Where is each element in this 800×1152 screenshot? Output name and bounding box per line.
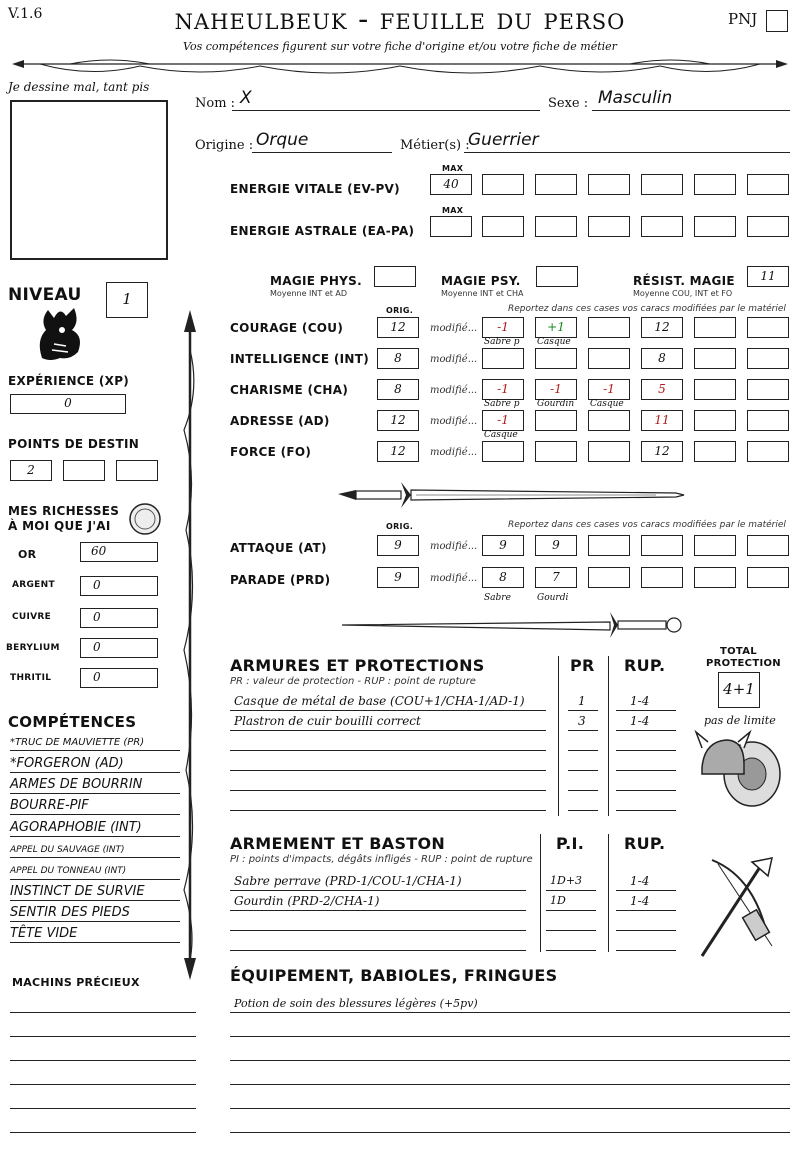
attribute-mod-box[interactable]: -1 xyxy=(482,317,524,338)
equipment-line xyxy=(230,1108,790,1109)
weapons-pi-header: P.I. xyxy=(556,834,585,853)
attribute-orig-box[interactable]: 12 xyxy=(377,317,419,338)
staff-icon xyxy=(178,310,202,980)
ea-box-6[interactable] xyxy=(694,216,736,237)
portrait-caption: Je dessine mal, tant pis xyxy=(8,80,150,94)
attribute-mod-box[interactable] xyxy=(747,410,789,431)
resist-magie-label: RÉSIST. MAGIE xyxy=(633,274,735,288)
equipment-line xyxy=(230,1132,790,1133)
attribute-label: CHARISME (CHA) xyxy=(230,383,349,397)
berylium-box[interactable]: 0 xyxy=(80,638,158,658)
ev-max-label: MAX xyxy=(442,164,464,173)
attribute-mod-box[interactable]: 5 xyxy=(641,379,683,400)
thritil-label: THRITIL xyxy=(10,673,52,683)
equipment-line xyxy=(230,1060,790,1061)
armor-row-name[interactable]: Casque de métal de base (COU+1/CHA-1/AD-1) xyxy=(234,694,525,708)
combat-orig-box[interactable]: 9 xyxy=(377,535,419,556)
total-protection-label-2: PROTECTION xyxy=(706,658,781,669)
modifie-label: modifié... xyxy=(430,447,478,458)
no-limit-label: pas de limite xyxy=(704,714,776,727)
magie-phys-label: MAGIE PHYS. xyxy=(270,274,362,288)
attribute-mod-box[interactable] xyxy=(535,348,577,369)
attribute-label: ADRESSE (AD) xyxy=(230,414,330,428)
metier-value[interactable]: Guerrier xyxy=(468,130,539,150)
ev-box-6[interactable] xyxy=(694,174,736,195)
ev-box-5[interactable] xyxy=(641,174,683,195)
armor-row-pr[interactable]: 3 xyxy=(578,714,586,728)
combat-mod-box[interactable] xyxy=(747,535,789,556)
modifie-label: modifié... xyxy=(430,416,478,427)
combat-mod-box[interactable] xyxy=(694,535,736,556)
attribute-mod-box[interactable]: -1 xyxy=(535,379,577,400)
attribute-mod-box[interactable] xyxy=(694,441,736,462)
pnj-checkbox[interactable] xyxy=(766,10,788,32)
page-subtitle: Vos compétences figurent sur votre fiche d'origine et/ou votre fiche de métier xyxy=(183,40,617,53)
armor-row-name[interactable]: Plastron de cuir bouilli correct xyxy=(234,714,421,728)
combat-report-note: Reportez dans ces cases vos caracs modifiées par le matériel xyxy=(508,520,786,530)
sword-icon xyxy=(340,608,684,642)
combat-orig-box[interactable]: 9 xyxy=(377,567,419,588)
metier-label: Métier(s) : xyxy=(400,138,470,153)
attribute-mod-box[interactable]: 11 xyxy=(641,410,683,431)
weapon-row-line xyxy=(230,910,526,911)
sexe-label: Sexe : xyxy=(548,96,589,111)
resist-magie-box[interactable]: 11 xyxy=(747,266,789,287)
armor-rup-line xyxy=(616,750,676,751)
berylium-label: BERYLIUM xyxy=(6,643,60,653)
attribute-mod-box[interactable] xyxy=(694,410,736,431)
orig-label: ORIG. xyxy=(386,306,414,315)
destin-box-3[interactable] xyxy=(116,460,158,481)
armor-pr-line xyxy=(568,770,598,771)
weapon-rup-line xyxy=(616,890,676,891)
origine-label: Origine : xyxy=(195,138,254,153)
combat-mod-box[interactable]: 9 xyxy=(482,535,524,556)
attribute-label: COURAGE (COU) xyxy=(230,321,344,335)
ev-max-box[interactable]: 40 xyxy=(430,174,472,195)
armor-title: ARMURES ET PROTECTIONS xyxy=(230,656,485,675)
attribute-label: INTELLIGENCE (INT) xyxy=(230,352,369,366)
total-protection-label-1: TOTAL xyxy=(720,646,757,657)
attribute-mod-box[interactable]: 12 xyxy=(641,441,683,462)
attribute-mod-box[interactable] xyxy=(482,348,524,369)
weapon-row-pi[interactable]: 1D xyxy=(550,894,566,907)
attribute-mod-box[interactable] xyxy=(747,348,789,369)
weapon-rup-line xyxy=(616,930,676,931)
armor-pr-line xyxy=(568,710,598,711)
combat-orig-label: ORIG. xyxy=(386,522,414,531)
magie-psy-box[interactable] xyxy=(536,266,578,287)
attribute-mod-box[interactable] xyxy=(588,348,630,369)
weapons-rup-header: RUP. xyxy=(624,834,666,853)
equipment-line xyxy=(230,1084,790,1085)
attribute-mod-box[interactable] xyxy=(482,441,524,462)
or-box[interactable]: 60 xyxy=(80,542,158,562)
resist-magie-note: Moyenne COU, INT et FO xyxy=(633,289,733,298)
skill-item[interactable]: AGORAPHOBIE (INT) xyxy=(10,820,142,835)
armor-row-rup[interactable]: 1-4 xyxy=(630,694,650,708)
xp-label: EXPÉRIENCE (XP) xyxy=(8,374,130,388)
dragon-icon xyxy=(32,300,88,362)
armor-row-line xyxy=(230,790,546,791)
attribute-mod-box[interactable]: -1 xyxy=(588,379,630,400)
modifie-label: modifié... xyxy=(430,354,478,365)
modifie-label: modifié... xyxy=(430,573,478,584)
niveau-label: NIVEAU xyxy=(8,285,82,305)
ev-box-4[interactable] xyxy=(588,174,630,195)
sword-icon xyxy=(336,478,686,512)
richesses-label-1: MES RICHESSES xyxy=(8,504,120,518)
weapon-row-line xyxy=(230,890,526,891)
equipment-line xyxy=(230,1012,790,1013)
combat-mod-box[interactable] xyxy=(588,567,630,588)
nom-label: Nom : xyxy=(195,96,236,111)
armor-row-line xyxy=(230,810,546,811)
ev-box-7[interactable] xyxy=(747,174,789,195)
total-protection-box[interactable]: 4+1 xyxy=(718,672,760,708)
version-label: V.1.6 xyxy=(8,6,43,22)
attribute-mod-box[interactable] xyxy=(535,410,577,431)
weapon-pi-line xyxy=(546,910,596,911)
header-banner-icon xyxy=(10,52,790,82)
weapon-pi-line xyxy=(546,930,596,931)
destin-box-1[interactable]: 2 xyxy=(10,460,52,481)
combat-mod-box[interactable]: 8 xyxy=(482,567,524,588)
attribute-mod-box[interactable] xyxy=(747,441,789,462)
weapon-row-line xyxy=(230,950,526,951)
skill-item[interactable]: ARMES DE BOURRIN xyxy=(10,777,143,792)
niveau-box[interactable]: 1 xyxy=(106,282,148,318)
weapon-row-name[interactable]: Sabre perrave (PRD-1/COU-1/CHA-1) xyxy=(234,874,462,888)
armor-pr-line xyxy=(568,790,598,791)
xp-box[interactable]: 0 xyxy=(10,394,126,414)
attribute-mod-box[interactable] xyxy=(588,410,630,431)
attribute-mod-box[interactable] xyxy=(588,317,630,338)
weapon-row-pi[interactable]: 1D+3 xyxy=(550,874,583,887)
armor-pr-line xyxy=(568,750,598,751)
attribute-mod-box[interactable] xyxy=(747,317,789,338)
combat-mod-box[interactable] xyxy=(747,567,789,588)
weapons-title: ARMEMENT ET BASTON xyxy=(230,834,446,853)
armor-row-pr[interactable]: 1 xyxy=(578,694,586,708)
skill-item[interactable]: APPEL DU SAUVAGE (INT) xyxy=(10,845,125,855)
argent-label: ARGENT xyxy=(12,580,55,590)
armor-row-line xyxy=(230,750,546,751)
page-title: naheulbeuk - feuille du perso xyxy=(174,2,626,37)
attribute-orig-box[interactable]: 8 xyxy=(377,379,419,400)
armor-rup-line xyxy=(616,730,676,731)
helmet-shield-icon xyxy=(694,728,784,812)
attribute-mod-box[interactable]: -1 xyxy=(482,410,524,431)
armor-pr-header: PR xyxy=(570,656,595,675)
combat-mod-box[interactable] xyxy=(641,567,683,588)
combat-label: PARADE (PRD) xyxy=(230,573,331,587)
ea-max-label: MAX xyxy=(442,206,464,215)
magie-phys-box[interactable] xyxy=(374,266,416,287)
magie-psy-note: Moyenne INT et CHA xyxy=(441,289,524,298)
skill-item[interactable]: SENTIR DES PIEDS xyxy=(10,905,130,920)
machins-title: MACHINS PRÉCIEUX xyxy=(12,976,140,989)
attribute-mod-note: Gourdin xyxy=(537,399,575,409)
destin-box-2[interactable] xyxy=(63,460,105,481)
argent-box[interactable]: 0 xyxy=(80,576,158,596)
thritil-box[interactable]: 0 xyxy=(80,668,158,688)
weapon-rup-line xyxy=(616,910,676,911)
attribute-mod-box[interactable] xyxy=(694,317,736,338)
armor-rup-line xyxy=(616,810,676,811)
attribute-orig-box[interactable]: 12 xyxy=(377,441,419,462)
pnj-label: PNJ xyxy=(728,10,758,28)
ev-box-2[interactable] xyxy=(482,174,524,195)
skill-item[interactable]: TÊTE VIDE xyxy=(10,926,78,941)
ea-box-5[interactable] xyxy=(641,216,683,237)
origine-value[interactable]: Orque xyxy=(256,130,309,150)
attribute-mod-box[interactable]: 12 xyxy=(641,317,683,338)
combat-label: ATTAQUE (AT) xyxy=(230,541,327,555)
attribute-mod-box[interactable] xyxy=(535,441,577,462)
skill-item[interactable]: APPEL DU TONNEAU (INT) xyxy=(10,866,127,876)
ea-label: ENERGIE ASTRALE (EA-PA) xyxy=(230,224,415,238)
combat-mod-box[interactable] xyxy=(694,567,736,588)
nom-value[interactable]: X xyxy=(240,88,252,108)
competences-title: COMPÉTENCES xyxy=(8,713,137,731)
cuivre-label: CUIVRE xyxy=(12,612,52,622)
attribute-mod-note: Casque xyxy=(484,430,518,440)
attribute-mod-box[interactable]: -1 xyxy=(482,379,524,400)
armor-rup-line xyxy=(616,790,676,791)
attribute-mod-box[interactable]: +1 xyxy=(535,317,577,338)
weapons-icon xyxy=(692,856,786,960)
ea-max-box[interactable] xyxy=(430,216,472,237)
attribute-label: FORCE (FO) xyxy=(230,445,312,459)
armor-row-line xyxy=(230,710,546,711)
skill-item[interactable]: *TRUC DE MAUVIETTE (PR) xyxy=(10,737,145,748)
attribute-mod-note: Sabre p xyxy=(484,337,520,347)
attribute-orig-box[interactable]: 8 xyxy=(377,348,419,369)
weapon-pi-line xyxy=(546,890,596,891)
combat-note-2: Gourdi xyxy=(537,593,569,603)
armor-row-line xyxy=(230,730,546,731)
weapon-row-name[interactable]: Gourdin (PRD-2/CHA-1) xyxy=(234,894,380,908)
armor-rup-header: RUP. xyxy=(624,656,666,675)
richesses-label-2: À MOI QUE J'AI xyxy=(8,519,111,533)
or-label: OR xyxy=(18,548,37,561)
report-note: Reportez dans ces cases vos caracs modifiées par le matériel xyxy=(508,304,786,314)
ev-label: ENERGIE VITALE (EV-PV) xyxy=(230,182,400,196)
weapon-row-rup[interactable]: 1-4 xyxy=(630,874,650,888)
ea-box-7[interactable] xyxy=(747,216,789,237)
armor-note: PR : valeur de protection - RUP : point de rupture xyxy=(230,676,476,687)
ea-box-4[interactable] xyxy=(588,216,630,237)
coin-icon xyxy=(128,502,162,536)
equipment-item[interactable]: Potion de soin des blessures légères (+5pv) xyxy=(234,997,478,1010)
combat-mod-box[interactable]: 7 xyxy=(535,567,577,588)
attribute-mod-note: Sabre p xyxy=(484,399,520,409)
weapons-note: PI : points d'impacts, dégâts infligés - RUP : point de rupture xyxy=(230,854,533,865)
equipment-line xyxy=(230,1036,790,1037)
ea-box-3[interactable] xyxy=(535,216,577,237)
combat-note-1: Sabre xyxy=(484,593,511,603)
attribute-orig-box[interactable]: 12 xyxy=(377,410,419,431)
combat-mod-box[interactable] xyxy=(641,535,683,556)
weapon-row-line xyxy=(230,930,526,931)
attribute-mod-note: Casque xyxy=(537,337,571,347)
attribute-mod-box[interactable] xyxy=(694,379,736,400)
armor-pr-line xyxy=(568,810,598,811)
ev-box-3[interactable] xyxy=(535,174,577,195)
combat-mod-box[interactable] xyxy=(588,535,630,556)
skill-item[interactable]: INSTINCT DE SURVIE xyxy=(10,884,145,899)
magie-psy-label: MAGIE PSY. xyxy=(441,274,521,288)
weapon-rup-line xyxy=(616,950,676,951)
armor-rup-line xyxy=(616,770,676,771)
cuivre-box[interactable]: 0 xyxy=(80,608,158,628)
modifie-label: modifié... xyxy=(430,323,478,334)
modifie-label: modifié... xyxy=(430,541,478,552)
sexe-value[interactable]: Masculin xyxy=(598,88,673,108)
equipment-title: ÉQUIPEMENT, BABIOLES, FRINGUES xyxy=(230,966,558,985)
attribute-mod-box[interactable] xyxy=(747,379,789,400)
combat-mod-box[interactable]: 9 xyxy=(535,535,577,556)
modifie-label: modifié... xyxy=(430,385,478,396)
skill-item[interactable]: BOURRE-PIF xyxy=(10,798,89,813)
armor-rup-line xyxy=(616,710,676,711)
skill-item[interactable]: *FORGERON (AD) xyxy=(10,756,124,771)
attribute-mod-box[interactable]: 8 xyxy=(641,348,683,369)
weapon-row-rup[interactable]: 1-4 xyxy=(630,894,650,908)
portrait-box[interactable] xyxy=(10,100,168,260)
armor-pr-line xyxy=(568,730,598,731)
ea-box-2[interactable] xyxy=(482,216,524,237)
destin-label: POINTS DE DESTIN xyxy=(8,437,140,451)
attribute-mod-box[interactable] xyxy=(588,441,630,462)
armor-row-line xyxy=(230,770,546,771)
attribute-mod-note: Casque xyxy=(590,399,624,409)
armor-row-rup[interactable]: 1-4 xyxy=(630,714,650,728)
attribute-mod-box[interactable] xyxy=(694,348,736,369)
weapon-pi-line xyxy=(546,950,596,951)
magie-phys-note: Moyenne INT et AD xyxy=(270,289,348,298)
